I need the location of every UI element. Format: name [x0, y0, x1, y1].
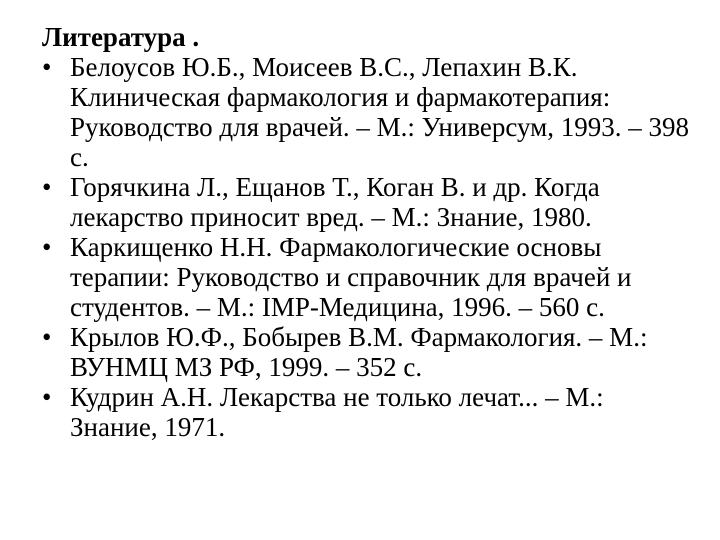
reference-text: Белоусов Ю.Б., Моисеев В.С., Лепахин В.К. Клиническая фармакология и фармакотерапия: Руководство для врачей. – М.: Универсум, 1993. – 398 с.	[70, 52, 690, 172]
reference-list	[42, 52, 692, 442]
bullet-icon: •	[42, 382, 52, 412]
page-title: Литература .	[42, 22, 200, 52]
slide-content	[42, 22, 692, 442]
bullet-icon: •	[42, 322, 52, 352]
reference-item-1	[42, 52, 692, 172]
bullet-icon: •	[42, 172, 52, 202]
reference-item-4	[42, 322, 692, 382]
bullet-icon: •	[42, 52, 52, 82]
reference-text: Каркищенко Н.Н. Фармакологические основы терапии: Руководство и справочник для врачей и студентов. – М.: IMP-Медицина, 1996. – 560 с.	[70, 232, 632, 322]
reference-text: Крылов Ю.Ф., Бобырев В.М. Фармакология. – М.: ВУНМЦ МЗ РФ, 1999. – 352 с.	[70, 322, 648, 382]
bullet-icon: •	[42, 232, 52, 262]
reference-item-3	[42, 232, 692, 322]
reference-text: Горячкина Л., Ещанов Т., Коган В. и др. Когда лекарство приносит вред. – М.: Знание, 1980.	[70, 172, 600, 232]
reference-item-2	[42, 172, 692, 232]
reference-text: Кудрин А.Н. Лекарства не только лечат... – М.: Знание, 1971.	[70, 382, 604, 442]
reference-item-5	[42, 382, 692, 442]
